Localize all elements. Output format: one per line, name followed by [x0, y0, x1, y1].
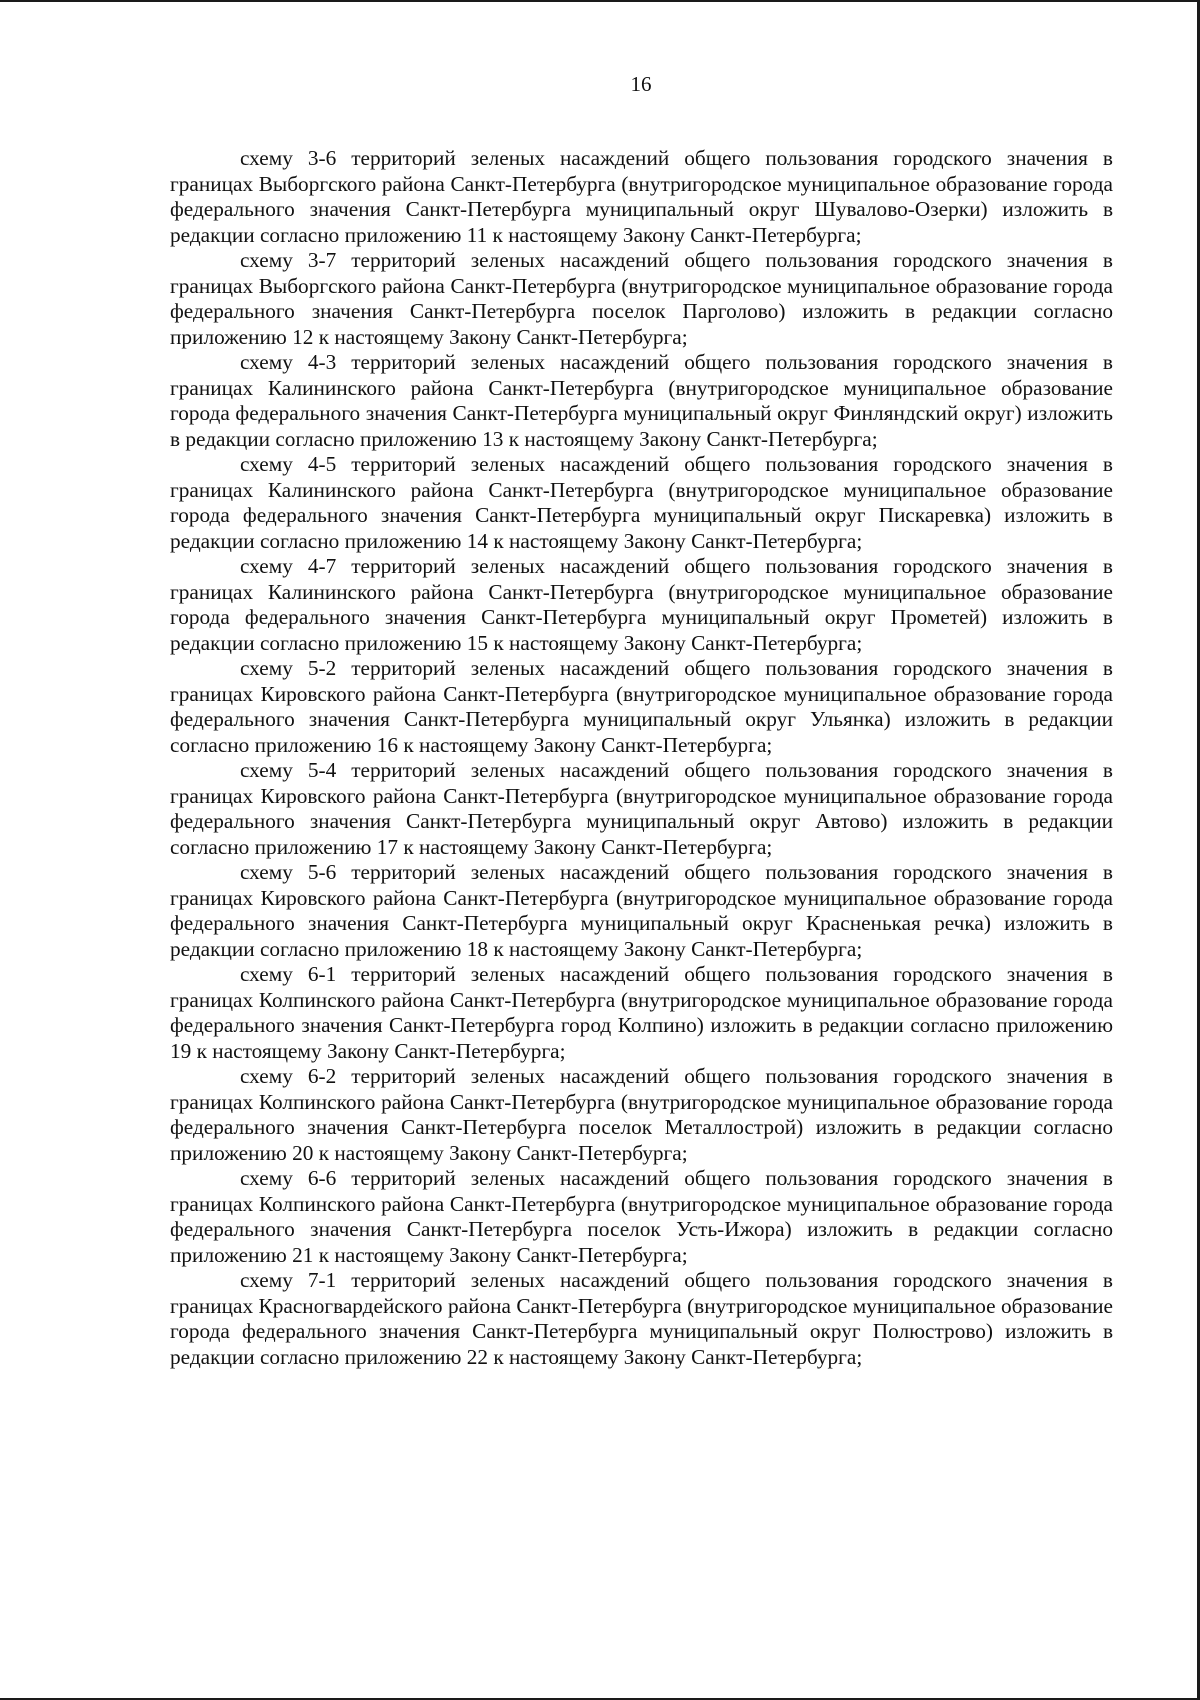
paragraph: схему 5-6 территорий зеленых насаждений общего пользования городского значения в границах Кировского района Санкт-Петербурга (внутригородское муниципальное образование города федерального значения Санкт-Петербурга муниципальный округ Красненькая речка) изложить в редакции согласно приложению 18 к настоящему Закону Санкт-Петербурга; — [170, 860, 1113, 961]
paragraph: схему 4-7 территорий зеленых насаждений общего пользования городского значения в границах Калининского района Санкт-Петербурга (внутригородское муниципальное образование города федерального значения Санкт-Петербурга муниципальный округ Прометей) изложить в редакции согласно приложению 15 к настоящему Закону Санкт-Петербурга; — [170, 554, 1113, 655]
page-number: 16 — [630, 72, 652, 96]
paragraph: схему 5-4 территорий зеленых насаждений общего пользования городского значения в границах Кировского района Санкт-Петербурга (внутригородское муниципальное образование города федерального значения Санкт-Петербурга муниципальный округ Автово) изложить в редакции согласно приложению 17 к настоящему Закону Санкт-Петербурга; — [170, 758, 1113, 859]
paragraph: схему 6-1 территорий зеленых насаждений общего пользования городского значения в границах Колпинского района Санкт-Петербурга (внутригородское муниципальное образование города федерального значения Санкт-Петербурга город Колпино) изложить в редакции согласно приложению 19 к настоящему Закону Санкт-Петербурга; — [170, 962, 1113, 1063]
scan-edge-top — [0, 0, 1200, 2]
paragraph: схему 7-1 территорий зеленых насаждений общего пользования городского значения в границах Красногвардейского района Санкт-Петербурга (внутригородское муниципальное образование города федерального значения Санкт-Петербурга муниципальный округ Полюстрово) изложить в редакции согласно приложению 22 к настоящему Закону Санкт-Петербурга; — [170, 1268, 1113, 1369]
paragraph: схему 3-6 территорий зеленых насаждений общего пользования городского значения в границах Выборгского района Санкт-Петербурга (внутригородское муниципальное образование города федерального значения Санкт-Петербурга муниципальный округ Шувалово-Озерки) изложить в редакции согласно приложению 11 к настоящему Закону Санкт-Петербурга; — [170, 146, 1113, 247]
paragraph: схему 5-2 территорий зеленых насаждений общего пользования городского значения в границах Кировского района Санкт-Петербурга (внутригородское муниципальное образование города федерального значения Санкт-Петербурга муниципальный округ Ульянка) изложить в редакции согласно приложению 16 к настоящему Закону Санкт-Петербурга; — [170, 656, 1113, 757]
paragraph: схему 4-3 территорий зеленых насаждений общего пользования городского значения в границах Калининского района Санкт-Петербурга (внутригородское муниципальное образование города федерального значения Санкт-Петербурга муниципальный округ Финляндский округ) изложить в редакции согласно приложению 13 к настоящему Закону Санкт-Петербурга; — [170, 350, 1113, 451]
document-body — [170, 146, 1113, 1370]
paragraph: схему 6-2 территорий зеленых насаждений общего пользования городского значения в границах Колпинского района Санкт-Петербурга (внутригородское муниципальное образование города федерального значения Санкт-Петербурга поселок Металлострой) изложить в редакции согласно приложению 20 к настоящему Закону Санкт-Петербурга; — [170, 1064, 1113, 1165]
paragraph: схему 4-5 территорий зеленых насаждений общего пользования городского значения в границах Калининского района Санкт-Петербурга (внутригородское муниципальное образование города федерального значения Санкт-Петербурга муниципальный округ Пискаревка) изложить в редакции согласно приложению 14 к настоящему Закону Санкт-Петербурга; — [170, 452, 1113, 553]
paragraph: схему 3-7 территорий зеленых насаждений общего пользования городского значения в границах Выборгского района Санкт-Петербурга (внутригородское муниципальное образование города федерального значения Санкт-Петербурга поселок Парголово) изложить в редакции согласно приложению 12 к настоящему Закону Санкт-Петербурга; — [170, 248, 1113, 349]
paragraph: схему 6-6 территорий зеленых насаждений общего пользования городского значения в границах Колпинского района Санкт-Петербурга (внутригородское муниципальное образование города федерального значения Санкт-Петербурга поселок Усть-Ижора) изложить в редакции согласно приложению 21 к настоящему Закону Санкт-Петербурга; — [170, 1166, 1113, 1267]
